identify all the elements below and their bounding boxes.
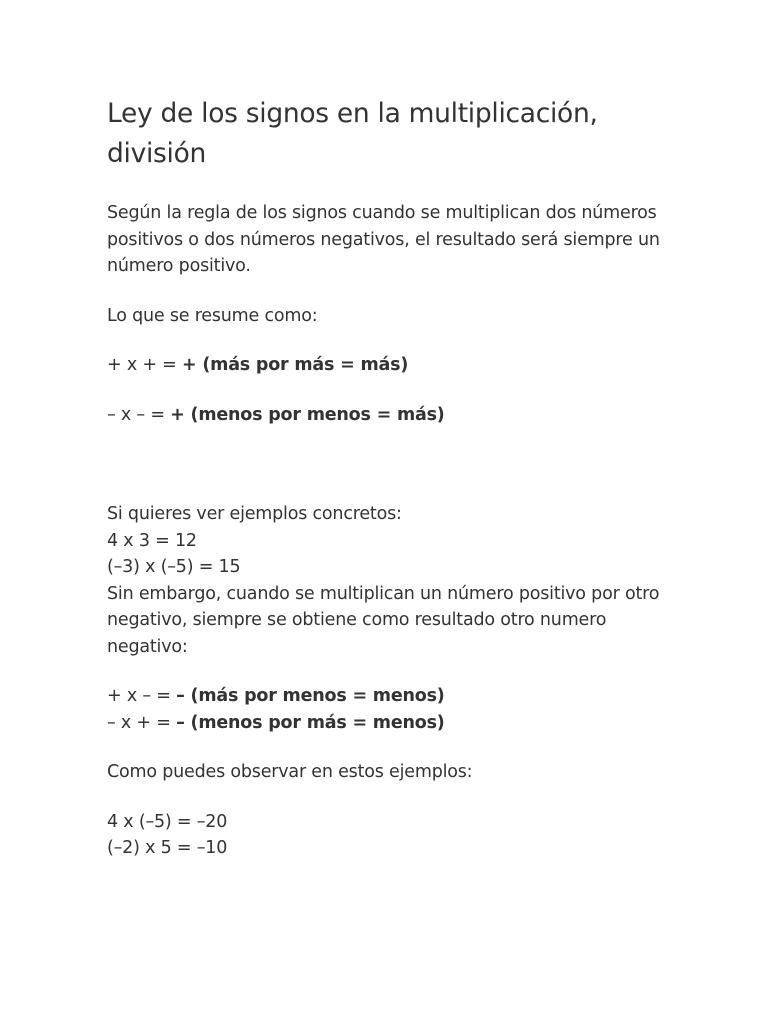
rule-plus-minus bbox=[107, 683, 677, 710]
example-line: (–2) x 5 = –10 bbox=[107, 838, 228, 858]
rule-expression: – x – = bbox=[107, 404, 171, 425]
summary-label: Lo que se resume como: bbox=[107, 305, 318, 326]
rule-plus-plus bbox=[107, 352, 677, 379]
rule-result: + (menos por menos = más) bbox=[170, 404, 445, 425]
example-line: 4 x 3 = 12 bbox=[107, 530, 197, 551]
intro-paragraph: Según la regla de los signos cuando se multiplican dos números positivos o dos números negativos, el resultado será siempre un número positivo. bbox=[107, 203, 660, 276]
however-paragraph: Sin embargo, cuando se multiplican un número positivo por otro negativo, siempre se obtiene como resultado otro numero negativo: bbox=[107, 583, 660, 657]
rule-expression: + x + = bbox=[107, 355, 182, 375]
page-title: Ley de los signos en la multiplicación, división bbox=[107, 98, 598, 169]
observe-label: Como puedes observar en estos ejemplos: bbox=[107, 762, 473, 782]
rule-expression: + x – = bbox=[107, 686, 177, 706]
rule-expression: – x + = bbox=[107, 712, 177, 733]
rule-result: – (menos por más = menos) bbox=[176, 712, 445, 733]
rule-minus-minus bbox=[107, 402, 677, 429]
example-line: 4 x (–5) = –20 bbox=[107, 811, 228, 832]
example-line: (–3) x (–5) = 15 bbox=[107, 557, 241, 577]
rule-minus-plus bbox=[107, 710, 677, 737]
examples-label: Si quieres ver ejemplos concretos: bbox=[107, 504, 402, 524]
rule-result: + (más por más = más) bbox=[182, 355, 409, 375]
rule-result: – (más por menos = menos) bbox=[176, 686, 445, 706]
article bbox=[107, 94, 677, 862]
